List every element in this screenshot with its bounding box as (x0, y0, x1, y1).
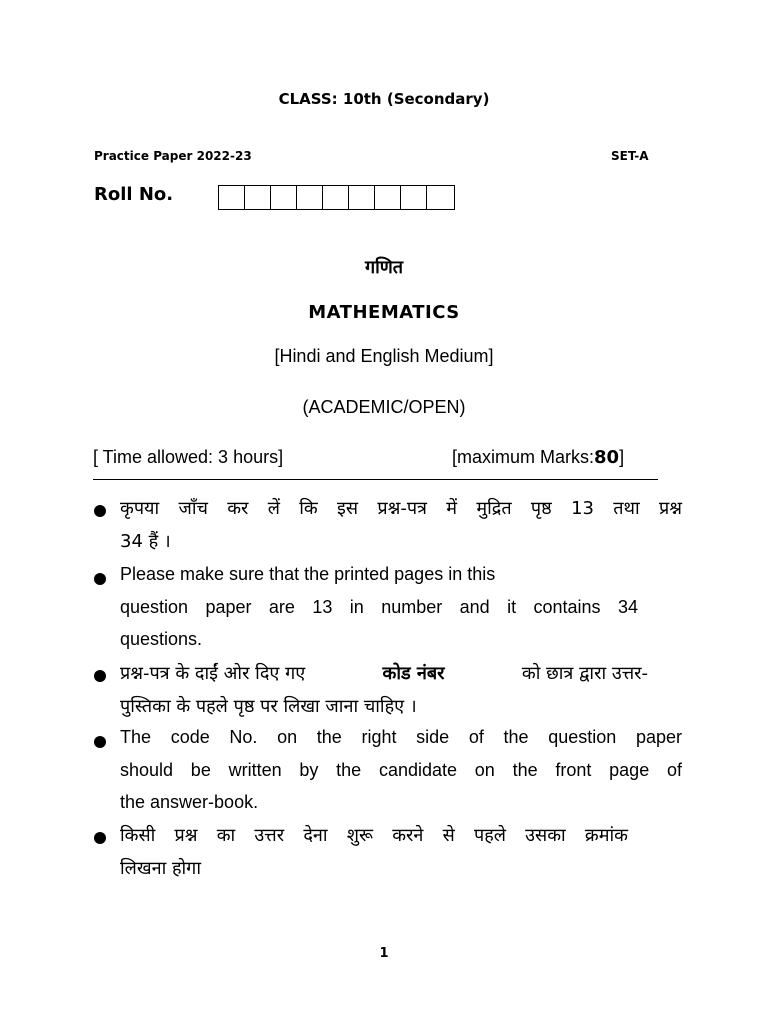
bullet-icon (94, 832, 106, 844)
instruction-line: The code No. on the right side of the question paper (120, 727, 682, 747)
time-allowed: [ Time allowed: 3 hours] (93, 447, 284, 467)
max-marks-prefix: [maximum Marks: (452, 447, 595, 467)
bullet-icon (94, 670, 106, 682)
instruction-line: लिखना होगा (120, 858, 201, 879)
max-marks-suffix: ] (619, 447, 625, 467)
instruction-line: Please make sure that the printed pages in this (120, 564, 496, 584)
instruction-line: पुस्तिका के पहले पृष्ठ पर लिखा जाना चाहिए । (120, 696, 417, 717)
roll-number-boxes[interactable] (218, 185, 455, 210)
roll-number-box[interactable] (297, 186, 323, 209)
instruction-line: 34 हैं । (120, 531, 171, 552)
roll-number-box[interactable] (375, 186, 401, 209)
subject-hindi: गणित (364, 257, 404, 278)
instruction-line: कृपया जाँच कर लें कि इस प्रश्न-पत्र में मुद्रित पृष्ठ 13 तथा प्रश्न (120, 498, 682, 519)
roll-number-box[interactable] (401, 186, 427, 209)
code-number-emphasis: कोड नंबर (382, 663, 445, 684)
medium-label: [Hindi and English Medium] (274, 346, 494, 366)
roll-number-label: Roll No. (94, 184, 174, 205)
instruction-line: question paper are 13 in number and it contains 34 (120, 597, 638, 617)
category-label: (ACADEMIC/OPEN) (302, 397, 466, 417)
instruction-line: किसी प्रश्न का उत्तर देना शुरू करने से पहले उसका क्रमांक (120, 825, 628, 846)
roll-number-box[interactable] (271, 186, 297, 209)
class-title: CLASS: 10th (Secondary) (278, 90, 490, 108)
roll-number-box[interactable] (427, 186, 454, 209)
instruction-line: questions. (120, 629, 203, 649)
header-divider (93, 479, 658, 480)
bullet-icon (94, 505, 106, 517)
practice-paper-label: Practice Paper 2022-23 (94, 149, 252, 163)
bullet-icon (94, 573, 106, 585)
max-marks-value: 80 (594, 447, 620, 468)
roll-number-box[interactable] (323, 186, 349, 209)
roll-number-box[interactable] (349, 186, 375, 209)
subject-english: MATHEMATICS (308, 302, 460, 323)
instruction-line: should be written by the candidate on the front page of (120, 760, 682, 780)
instruction-text: प्रश्न-पत्र के दाईं ओर दिए गए (120, 663, 306, 684)
page-number: 1 (379, 946, 389, 961)
bullet-icon (94, 736, 106, 748)
instruction-text: को छात्र द्वारा उत्तर- (521, 663, 648, 684)
maximum-marks (452, 447, 624, 468)
set-label: SET-A (611, 149, 649, 163)
roll-number-box[interactable] (219, 186, 245, 209)
roll-number-box[interactable] (245, 186, 271, 209)
instruction-line (120, 661, 648, 685)
instruction-line: the answer-book. (120, 792, 259, 812)
